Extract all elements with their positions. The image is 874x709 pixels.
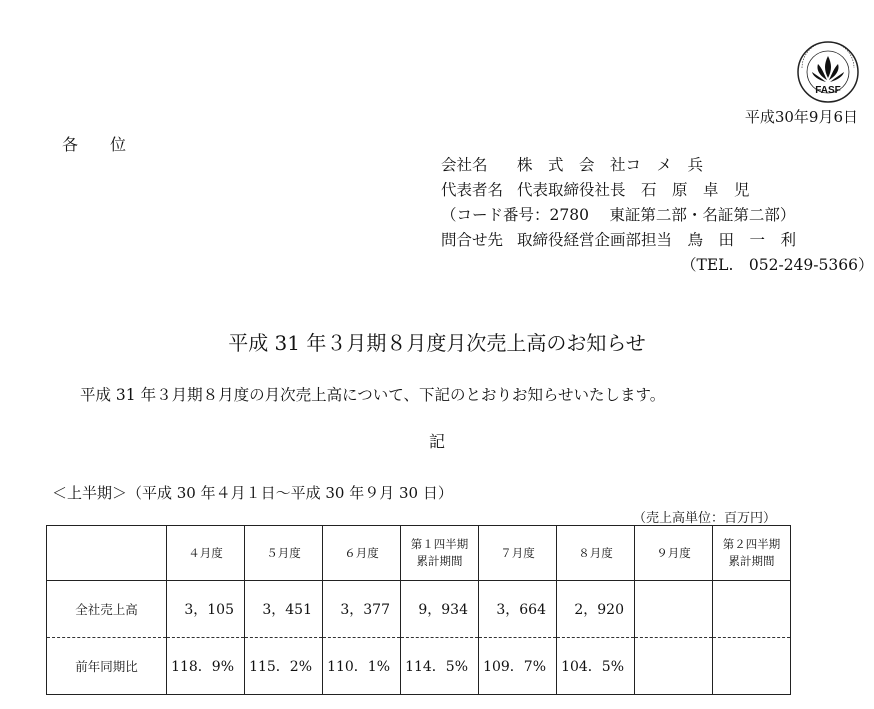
row-label: 全社売上高	[47, 581, 167, 638]
table-cell	[713, 581, 791, 638]
contact-name: 取締役経営企画部担当 鳥 田 一 利	[517, 231, 797, 249]
table-row	[47, 581, 791, 638]
addressee	[62, 132, 130, 155]
row-label: 前年同期比	[47, 638, 167, 695]
stock-code-line: （コード番号：2780 東証第二部・名証第二部）	[441, 206, 796, 224]
table-cell	[635, 581, 713, 638]
period-label: ＜上半期＞（平成 30 年４月１日～平成 30 年９月 30 日）	[52, 484, 453, 502]
telephone: （TEL. 052-249-5366）	[681, 256, 874, 274]
sender-block	[441, 153, 873, 278]
representative-row	[441, 178, 873, 203]
header-cell: ５月度	[245, 526, 323, 581]
representative-label: 代表者名	[441, 181, 504, 199]
monthly-sales-table	[46, 525, 791, 695]
table-cell: 3，451	[245, 581, 323, 638]
header-cell	[47, 526, 167, 581]
table-cell: 2，920	[557, 581, 635, 638]
document-date: 平成30年9月6日	[744, 108, 858, 126]
fasf-logo-text: FASF	[815, 85, 841, 96]
header-cell: ８月度	[557, 526, 635, 581]
header-cell: ９月度	[635, 526, 713, 581]
addressee-char-2: 位	[110, 135, 131, 154]
table-cell: 109．7%	[479, 638, 557, 695]
header-cell: ７月度	[479, 526, 557, 581]
contact-label: 問合せ先	[441, 231, 504, 249]
company-name: 株 式 会 社コ メ 兵	[517, 156, 704, 174]
intro-text: 平成 31 年３月期８月度の月次売上高について、下記のとおりお知らせいたします。	[80, 386, 666, 404]
table-cell: 104．5%	[557, 638, 635, 695]
table-cell: 3，377	[323, 581, 401, 638]
unit-note: （売上高単位：百万円）	[632, 511, 776, 526]
table-cell: 110．1%	[323, 638, 401, 695]
table-cell: 114．5%	[401, 638, 479, 695]
fasf-logo	[796, 40, 860, 104]
table-cell: 9，934	[401, 581, 479, 638]
table-cell: 3，105	[167, 581, 245, 638]
header-cell: 第１四半期 累計期間	[401, 526, 479, 581]
table-cell	[635, 638, 713, 695]
addressee-char-1: 各	[62, 135, 83, 154]
company-row	[441, 153, 873, 178]
table-header-row	[47, 526, 791, 581]
document-title: 平成 31 年３月期８月度月次売上高のお知らせ	[228, 331, 646, 355]
table-cell: 115．2%	[245, 638, 323, 695]
company-label: 会社名	[441, 156, 488, 174]
table-cell	[713, 638, 791, 695]
contact-row	[441, 228, 873, 253]
table-row	[47, 638, 791, 695]
header-cell: ４月度	[167, 526, 245, 581]
header-cell: 第２四半期 累計期間	[713, 526, 791, 581]
header-cell: ６月度	[323, 526, 401, 581]
ki-heading: 記	[428, 432, 445, 451]
representative-name: 代表取締役社長 石 原 卓 児	[517, 181, 750, 199]
table-cell: 3，664	[479, 581, 557, 638]
table-cell: 118．9%	[167, 638, 245, 695]
